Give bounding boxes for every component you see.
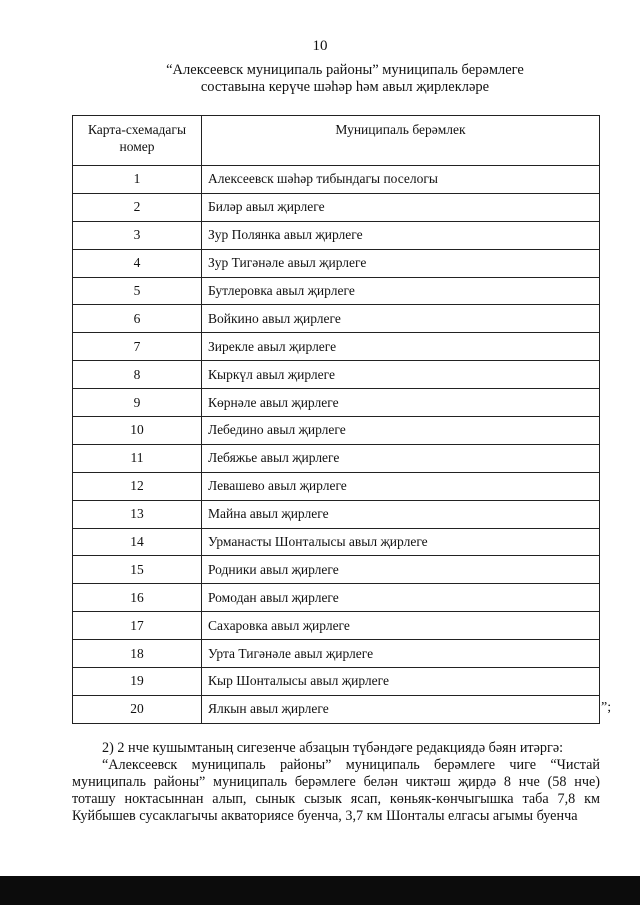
table-row (73, 444, 600, 472)
header-municipality: Муниципаль берәмлек (202, 116, 600, 166)
row-municipality-name: Алексеевск шәһәр тибындагы поселогы (202, 166, 600, 194)
row-municipality-name: Кыркүл авыл җирлеге (202, 361, 600, 389)
row-number: 4 (73, 249, 202, 277)
table-row (73, 249, 600, 277)
row-municipality-name: Зур Тигәнәле авыл җирлеге (202, 249, 600, 277)
row-number: 15 (73, 556, 202, 584)
row-number: 5 (73, 277, 202, 305)
body-text (72, 740, 600, 825)
paragraph-1: 2) 2 нче кушымтаның сигезенче абзацын түбәндәге редакциядә бәян итәргә: (102, 740, 564, 756)
scan-bottom-edge (0, 876, 640, 905)
table-row (73, 528, 600, 556)
row-municipality-name: Майна авыл җирлеге (202, 500, 600, 528)
row-number: 3 (73, 221, 202, 249)
row-number: 6 (73, 305, 202, 333)
row-municipality-name: Ялкын авыл җирлеге (202, 695, 600, 723)
table-row (73, 193, 600, 221)
row-municipality-name: Кыр Шонталысы авыл җирлеге (202, 668, 600, 696)
row-municipality-name: Бутлеровка авыл җирлеге (202, 277, 600, 305)
row-number: 1 (73, 166, 202, 194)
table-row (73, 640, 600, 668)
table-row (73, 500, 600, 528)
row-number: 11 (73, 444, 202, 472)
table-row (73, 221, 600, 249)
row-municipality-name: Зирекле авыл җирлеге (202, 333, 600, 361)
header-map-number: Карта-схемадагы номер (73, 116, 202, 166)
title-line-2: составына керүче шәһәр һәм авыл җирлекләре (200, 79, 490, 95)
table-row (73, 333, 600, 361)
row-municipality-name: Сахаровка авыл җирлеге (202, 612, 600, 640)
row-municipality-name: Зур Полянка авыл җирлеге (202, 221, 600, 249)
table-row (73, 612, 600, 640)
row-number: 17 (73, 612, 202, 640)
row-municipality-name: Ромодан авыл җирлеге (202, 584, 600, 612)
table-row (73, 695, 600, 723)
table-row (73, 166, 600, 194)
row-number: 9 (73, 389, 202, 417)
table-row (73, 305, 600, 333)
row-number: 16 (73, 584, 202, 612)
row-number: 2 (73, 193, 202, 221)
row-number: 20 (73, 695, 202, 723)
table-row (73, 668, 600, 696)
row-municipality-name: Лебяжье авыл җирлеге (202, 444, 600, 472)
row-number: 12 (73, 472, 202, 500)
table-row (73, 389, 600, 417)
table-row (73, 556, 600, 584)
row-municipality-name: Көрнәле авыл җирлеге (202, 389, 600, 417)
row-number: 18 (73, 640, 202, 668)
row-municipality-name: Урта Тигәнәле авыл җирлеге (202, 640, 600, 668)
row-municipality-name: Биләр авыл җирлеге (202, 193, 600, 221)
row-number: 13 (73, 500, 202, 528)
municipalities-table (72, 115, 600, 724)
table-row (73, 277, 600, 305)
row-number: 7 (73, 333, 202, 361)
row-number: 10 (73, 417, 202, 445)
row-municipality-name: Войкино авыл җирлеге (202, 305, 600, 333)
table-row (73, 472, 600, 500)
table-row (73, 584, 600, 612)
table-row (73, 361, 600, 389)
row-number: 19 (73, 668, 202, 696)
document-title (100, 62, 590, 96)
page-number: 10 (312, 38, 328, 54)
row-municipality-name: Левашево авыл җирлеге (202, 472, 600, 500)
closing-quote: ”; (601, 700, 612, 715)
paragraph-2: “Алексеевск муниципаль районы” муниципаль берәмлеге чиге “Чистай муниципаль районы” муниципаль берәмлеге белән чиктәш җирдә 8 нче (58 нче) тоташу ноктасыннан алып, сынык сызык ясап, көньяк-көнчыгышка таба 7,8 км Куйбышев сусаклагычы акваториясе буенча, 3,7 км Шонталы елгасы агымы буенча (72, 757, 600, 824)
row-municipality-name: Лебедино авыл җирлеге (202, 417, 600, 445)
title-line-1: “Алексеевск муниципаль районы” муниципаль берәмлеге (166, 62, 524, 78)
table-row (73, 417, 600, 445)
row-municipality-name: Урманасты Шонталысы авыл җирлеге (202, 528, 600, 556)
row-municipality-name: Родники авыл җирлеге (202, 556, 600, 584)
table-header-row (73, 116, 600, 166)
row-number: 14 (73, 528, 202, 556)
row-number: 8 (73, 361, 202, 389)
